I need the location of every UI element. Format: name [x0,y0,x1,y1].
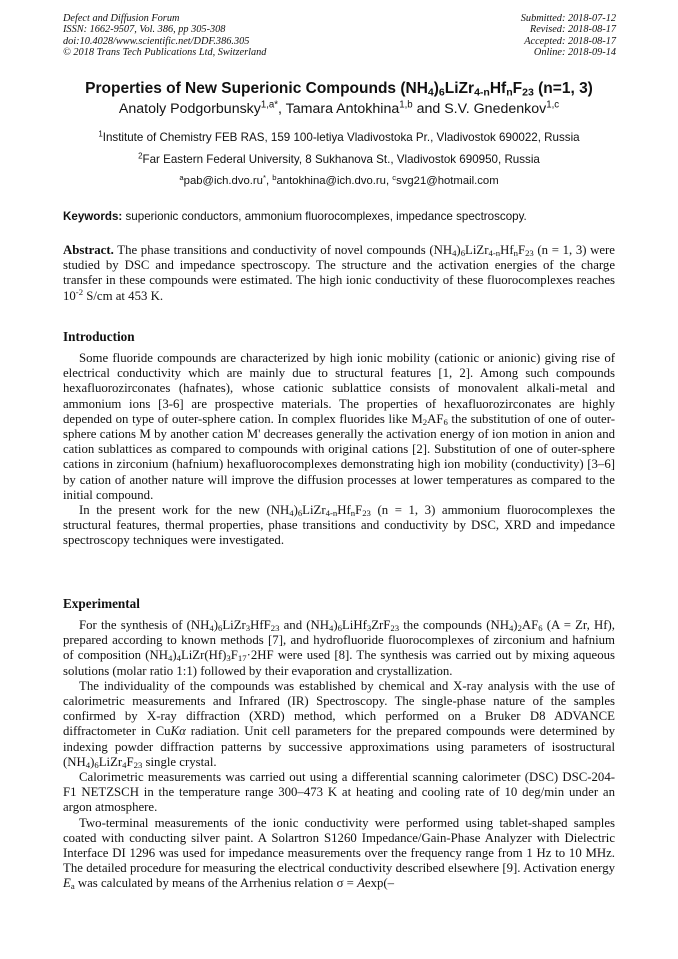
formula-subscript: 23 [525,248,534,259]
paragraph-text: AF [427,411,444,426]
affiliation-2 [0,153,678,166]
author-list [0,101,678,117]
abstract-text: The phase transitions and conductivity of novel compounds (NH [113,243,453,257]
affiliation-number: 1 [98,129,103,139]
keywords-label: Keywords: [63,210,123,223]
paragraph-text: single crystal. [142,754,217,769]
keywords-line [63,210,615,223]
paragraph-text: In the present work for the new (NH [79,503,290,518]
paragraph [63,679,615,770]
affiliation-text: Far Eastern Federal University, 8 Sukhanova St., Vladivostok 690950, Russia [142,153,540,166]
paragraph-text: LiZr [98,754,123,769]
paragraph-text: was calculated by means of the Arrhenius relation σ = [74,876,358,891]
dates-info [521,13,616,59]
email-link[interactable]: pab@ich.dvo.ru [183,175,263,187]
formula-subscript: 6 [94,760,99,770]
paragraph-text: F [355,503,363,518]
formula-subscript: 2 [422,416,428,427]
paragraph-text: HfF [250,618,271,632]
email-separator: , [385,175,393,187]
paragraph-text: ) [172,648,177,663]
formula-subscript: 23 [133,760,143,770]
paragraph-text: exp(– [364,876,395,891]
paragraph-text: ) [293,503,298,518]
paragraph [63,816,615,892]
formula-subscript: 4 [167,653,173,664]
paragraph-text: F [230,648,238,663]
abstract [63,243,615,304]
paragraph-text: (A = Zr, Hf), prepared according to known methods [7], and hydrofluoride fluorocomplexes of zirconium and hafnium of composition (NH [63,618,615,663]
formula-subscript: 4 [209,623,214,634]
affiliation-number: 2 [138,151,143,161]
formula-subscript: 4 [176,653,181,664]
author-name: Anatoly Podgorbunsky [118,101,261,117]
paragraph-text: ) [90,754,95,769]
formula-subscript: 4 [85,760,91,770]
email-list [0,172,678,187]
title-subscript: 23 [522,86,534,99]
journal-name: Defect and Diffusion Forum [63,13,180,24]
title-text: Properties of New Superionic Compounds (NH [85,80,428,97]
formula-subscript: 4 [122,760,127,770]
title-text: Hf [489,80,507,97]
author-affiliation-mark: 1,c [546,99,560,111]
formula-subscript: n [513,248,518,259]
paragraph-text: Two-terminal measurements of the ionic conductivity were performed using tablet-shaped samples coated with conducting silver paint. A Solartron S1260 Impedance/Gain-Phase Analyzer with Dielectric Interface DI 1296 was used for impedance measurements over the frequency range from 1 Hz to 10 MHz. The detailed procedure for measuring the electrical conductivity described elsewhere [9]. Activation energy [63,815,615,876]
affiliation-text: Institute of Chemistry FEB RAS, 159 100-letiya Vladivostoka Pr., Vladivostok 690022, Russia [102,131,580,144]
italic-text: A [357,876,365,891]
formula-subscript: 3 [245,623,251,634]
paragraph-text: LiZr [222,618,246,632]
exponent: -2 [75,286,84,297]
paragraph-text: Hf [337,503,351,518]
abstract-text: S/cm at 453 K. [83,288,164,303]
paper-title [0,80,678,98]
email-mark: c [392,172,397,182]
formula-subscript: 6 [218,623,223,634]
italic-text: Kα [170,724,186,739]
paragraph-text: (n = 1, 3) ammonium fluorocomplexes the structural features, thermal properties, phase transitions and conductivity by DSC, XRD and impedance spectroscopy techniques were investigated. [63,503,615,548]
introduction-body [63,351,615,549]
abstract-label: Abstract. [63,243,114,257]
doi-line: doi:10.4028/www.scientific.net/DDF.386.305 [63,35,250,47]
email-link[interactable]: antokhina@ich.dvo.ru [276,175,386,187]
copyright-line: © 2018 Trans Tech Publications Ltd, Switzerland [63,47,267,59]
author-affiliation-mark: 1,b [399,99,413,111]
abstract-text: LiZr [465,243,489,257]
title-subscript: 4-n [474,86,490,99]
paragraph-text: ZrF [371,618,391,632]
paragraph-text: ) [213,618,218,632]
formula-subscript: 23 [362,508,371,519]
paragraph-text: LiHf [341,618,367,632]
title-subscript: 6 [438,86,445,99]
paragraph [63,618,615,679]
formula-subscript: n [350,508,356,519]
issn-line: ISSN: 1662-9507, Vol. 386, pp 305-308 [63,24,226,36]
title-text: (n=1, 3) [533,80,593,97]
formula-subscript: 17 [237,653,247,664]
formula-subscript: 4 [289,508,294,519]
paragraph-text: For the synthesis of (NH [79,618,210,632]
paragraph-text: radiation. Unit cell parameters for the prepared compounds were determined by indexing powder diffraction patterns by successive approximations using parameters of isostructural (NH [63,724,615,769]
title-subscript: 4 [427,86,434,99]
abstract-text: ) [456,243,461,257]
formula-subscript: 3 [366,623,372,634]
email-link[interactable]: svg21@hotmail.com [396,175,499,187]
formula-subscript: 4 [452,248,457,259]
submitted-date: Submitted: 2018-07-12 [520,13,616,24]
revised-date: Revised: 2018-08-17 [529,24,616,36]
formula-subscript: 3 [226,653,231,664]
paragraph-text: LiZr [302,503,326,518]
italic-text: E [63,876,71,891]
paragraph-text: Some fluoride compounds are characterized by high ionic mobility (cationic or anionic) giving rise of electrical conductivity which are mainly due to structural features [1, 2]. Among such compounds hexafluorozirconates (hafnates), whose cationic sublattice consists of monovalent alkali-metal and ammonium ions [3-6] are prospective materials. The properties of hexafluorozirconates are highly depended on type of outer-sphere cation. In complex fluorides like M [63,351,615,426]
formula-subscript: 4-n [488,248,501,259]
formula-subscript: 23 [390,623,400,634]
paragraph-text: The individuality of the compounds was established by chemical and X-ray analysis with the use of calorimetric measurements and Infrared (IR) Spectroscopy. The single-phase nature of the samples confirmed by X-ray diffraction (XRD) method, which performed on a Bruker D8 ADVANCE diffractometer in Cu [63,678,615,739]
formula-subscript: 6 [297,508,303,519]
journal-info [63,13,266,59]
formula-subscript: 4-n [325,508,338,519]
paragraph-text: AF [521,618,539,632]
paragraph-text: and (NH [279,618,329,632]
paragraph-text: F [126,754,134,769]
introduction-heading: Introduction [63,329,135,344]
paragraph [63,503,615,549]
accepted-date: Accepted: 2018-08-17 [524,35,616,47]
email-mark: a [179,172,184,182]
paragraph-text: LiZr(Hf) [180,648,227,663]
formula-subscript: 23 [270,623,280,634]
paragraph-text: the compounds (NH [399,618,509,632]
title-subscript: n [506,86,513,99]
email-mark: b [272,172,277,182]
paragraph-text: ·2HF were used [8]. The synthesis was carried out by mixing aqueous solutions (molar ratio 1:1) followed by their evaporation and crystallization. [63,648,615,678]
corresponding-mark: * [262,172,266,182]
author-name: , Tamara Antokhina [278,101,400,117]
formula-subscript: 6 [538,623,543,634]
abstract-text: Hf [500,243,514,257]
author-affiliation-mark: 1,a* [260,99,279,111]
author-name: and S.V. Gnedenkov [412,101,547,117]
title-text: F [512,80,523,97]
paragraph-text: ) [513,618,518,632]
email-separator: , [265,175,273,187]
formula-subscript: 6 [337,623,342,634]
experimental-body [63,618,615,892]
formula-subscript: 4 [329,623,334,634]
abstract-text: F [517,243,526,257]
affiliation-1 [0,131,678,144]
paragraph: Calorimetric measurements was carried out using a differential scanning calorimeter (DSC) DSC-204-F1 NETZSCH in the temperature range 300–473 K at heating and cooling rate of 10 deg/min under an argon atmosphere. [63,770,615,815]
paragraph [63,351,615,503]
keywords-text: superionic conductors, ammonium fluorocomplexes, impedance spectroscopy. [122,210,527,223]
formula-subscript: 2 [517,623,522,634]
title-text: LiZr [444,80,475,97]
abstract-text: (n = 1, 3) were studied by DSC and impedance spectroscopy. The structure and the activation energies of the charge transfer in these compounds were estimated. The high ionic conductivity of these fluorocomplexes reaches 10 [63,243,615,303]
formula-subscript: 4 [508,623,514,634]
paragraph-text: the substitution of one of outer-sphere cations M by another cation M' decreases generally the activation energy of ion motion in anion and cation sublattices as compared to compounds with original cations [2]. Substitution of one of outer-sphere cations in zirconium (hafnium) hexafluorocomplexes demonstrating high ion mobility (conductivity) [3–6] by cation of another nature will improve the diffusion processes at lower temperatures as compared to the initial compound. [63,411,615,502]
formula-subscript: 6 [460,248,466,259]
formula-subscript: 6 [443,416,448,427]
paragraph-text: ) [333,618,338,632]
formula-subscript: a [70,881,75,892]
experimental-heading: Experimental [63,596,140,611]
online-date: Online: 2018-09-14 [533,47,616,59]
title-text: ) [433,80,439,97]
